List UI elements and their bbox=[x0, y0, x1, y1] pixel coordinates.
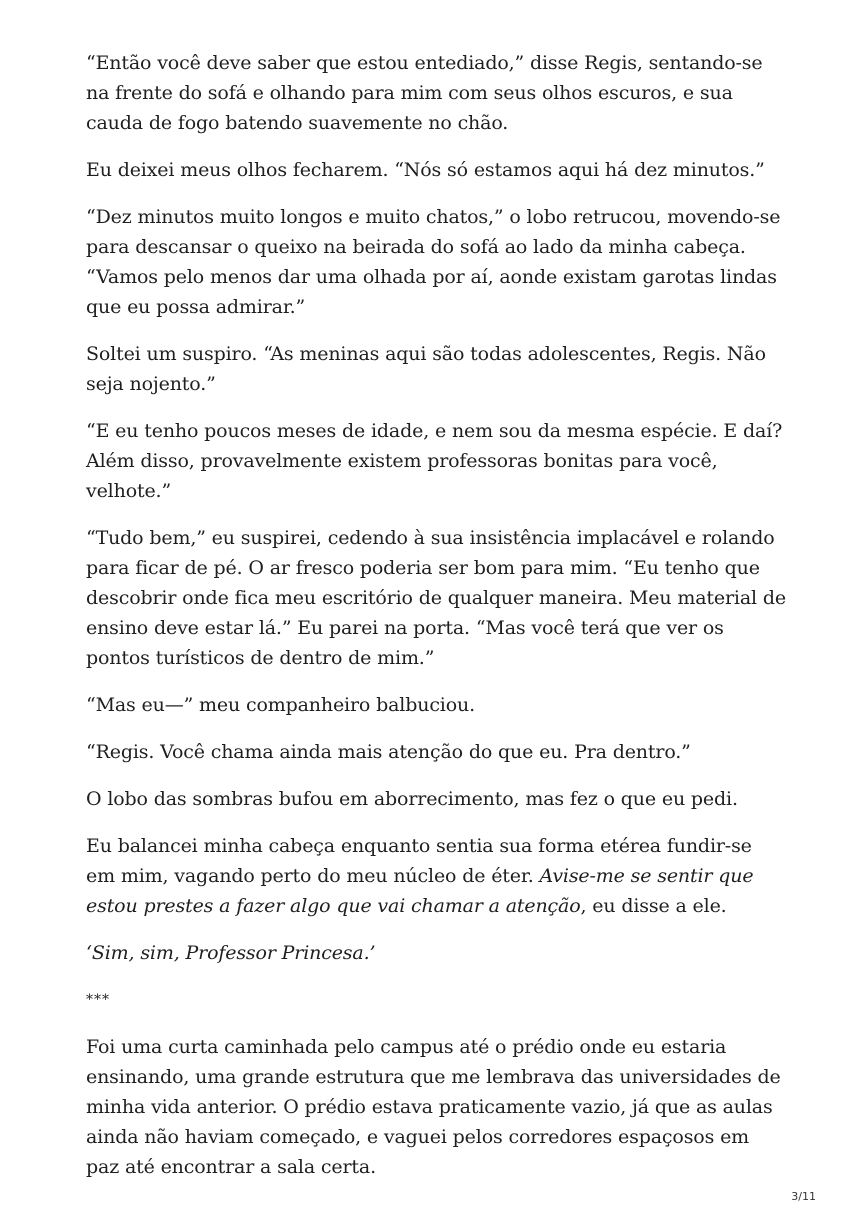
paragraph-10-text-end: , eu disse a ele. bbox=[580, 895, 727, 917]
paragraph-1: “Então você deve saber que estou entediado,” disse Regis, sentando-se na frente do sofá e olhando para mim com seus olhos escuros, e sua cauda de fogo batendo suavemente no chão. bbox=[86, 52, 763, 134]
paragraph-5: “E eu tenho poucos meses de idade, e nem sou da mesma espécie. E daí? Além disso, provavelmente existem professoras bonitas para você, velhote.” bbox=[86, 420, 783, 502]
paragraph-10 bbox=[86, 831, 786, 921]
paragraph-6: “Tudo bem,” eu suspirei, cedendo à sua insistência implacável e rolando para ficar de pé. O ar fresco poderia ser bom para mim. “Eu tenho que descobrir onde fica meu escritório de qualquer maneira. Meu material de ensino deve estar lá.” Eu parei na porta. “Mas você terá que ver os pontos turísticos de dentro de mim.” bbox=[86, 527, 786, 669]
page-number: 3/11 bbox=[791, 1190, 816, 1203]
italic-dialogue-text: ‘Sim, sim, Professor Princesa.’ bbox=[86, 942, 376, 964]
italic-dialogue-line bbox=[86, 938, 786, 968]
paragraph-8: “Regis. Você chama ainda mais atenção do que eu. Pra dentro.” bbox=[86, 741, 691, 763]
scene-separator: *** bbox=[86, 992, 110, 1008]
document-page bbox=[86, 48, 786, 1199]
paragraph-9: O lobo das sombras bufou em aborrecimento, mas fez o que eu pedi. bbox=[86, 788, 738, 810]
paragraph-7: “Mas eu—” meu companheiro balbuciou. bbox=[86, 694, 475, 716]
paragraph-3: “Dez minutos muito longos e muito chatos,” o lobo retrucou, movendo-se para descansar o queixo na beirada do sofá ao lado da minha cabeça. “Vamos pelo menos dar uma olhada por aí, aonde existam garotas lindas que eu possa admirar.” bbox=[86, 206, 781, 318]
paragraph-2: Eu deixei meus olhos fecharem. “Nós só estamos aqui há dez minutos.” bbox=[86, 159, 765, 181]
paragraph-10-italic-thought: Avise-me se sentir que estou prestes a fazer algo que vai chamar a atenção bbox=[86, 865, 754, 917]
paragraph-4: Soltei um suspiro. “As meninas aqui são todas adolescentes, Regis. Não seja nojento.” bbox=[86, 343, 766, 395]
paragraph-final: Foi uma curta caminhada pelo campus até o prédio onde eu estaria ensinando, uma grande estrutura que me lembrava das universidades de minha vida anterior. O prédio estava praticamente vazio, já que as aulas ainda não haviam começado, e vaguei pelos corredores espaçosos em paz até encontrar a sala certa. bbox=[86, 1036, 781, 1178]
paragraph-10-text-start: Eu balancei minha cabeça enquanto sentia sua forma etérea fundir-se em mim, vagando perto do meu núcleo de éter. bbox=[86, 835, 752, 887]
